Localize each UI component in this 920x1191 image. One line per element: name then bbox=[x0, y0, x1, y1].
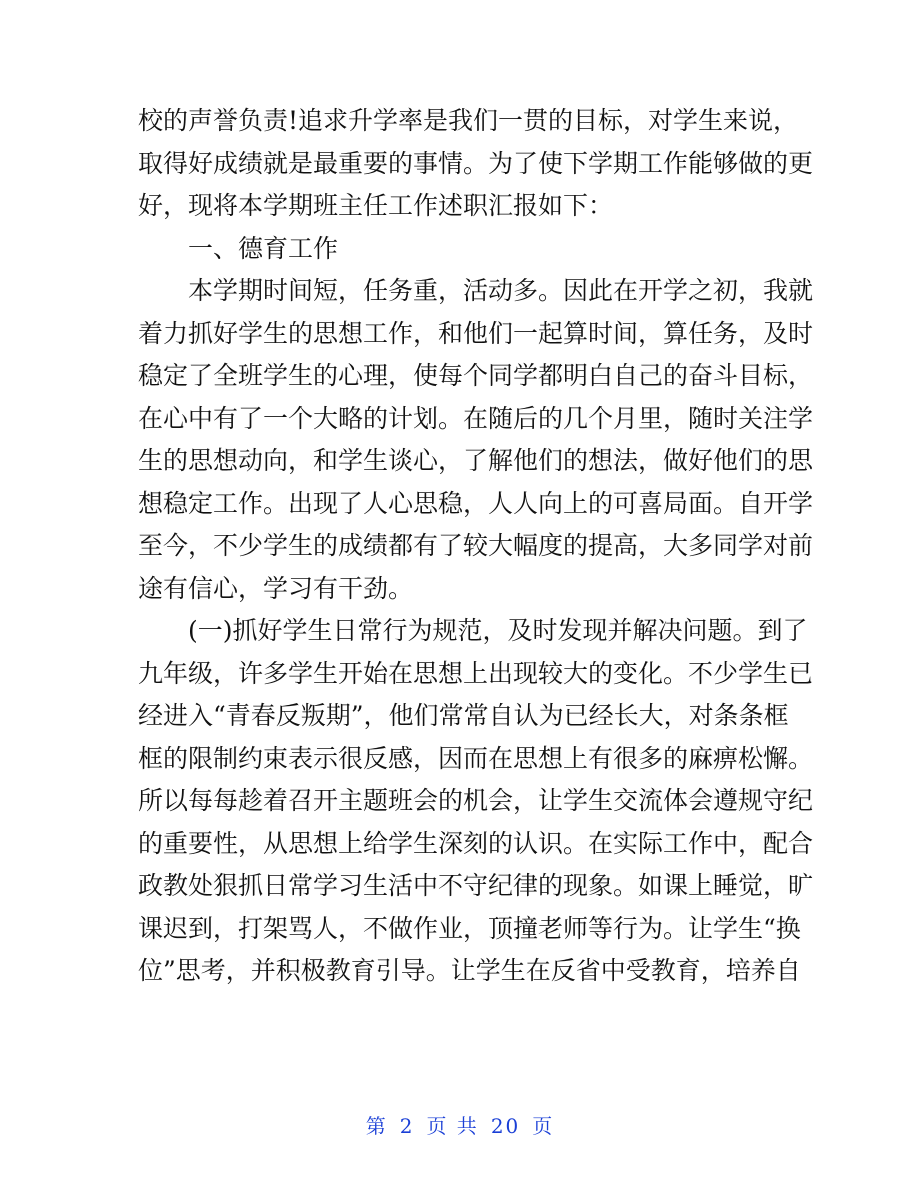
text-line-10: 想稳定工作。出现了人心思稳，人人向上的可喜局面。自开学 bbox=[138, 488, 814, 518]
text-line-3: 好，现将本学期班主任工作述职汇报如下： bbox=[138, 191, 614, 220]
text-line-9: 生的思想动向，和学生谈心，了解他们的想法，做好他们的思 bbox=[138, 446, 814, 475]
footer-label-of: 页 共 bbox=[426, 1114, 479, 1138]
text-line-19: 政教处狠抓日常学习生活中不守纪律的现象。如课上睡觉，旷 bbox=[138, 871, 814, 900]
text-line-17: 所以每每趁着召开主题班会的机会，让学生交流体会遵规守纪 bbox=[138, 786, 814, 815]
text-line-16: 框的限制约束表示很反感，因而在思想上有很多的麻痹松懈。 bbox=[138, 743, 814, 773]
text-line-8: 在心中有了一个大略的计划。在随后的几个月里，随时关注学 bbox=[138, 403, 814, 433]
text-line-1: 校的声誉负责!追求升学率是我们一贯的目标，对学生来说， bbox=[138, 106, 799, 135]
text-line-18: 的重要性，从思想上给学生深刻的认识。在实际工作中，配合 bbox=[138, 828, 814, 858]
text-line-15: 经进入“青春反叛期”，他们常常自认为已经长大，对条条框 bbox=[138, 701, 789, 730]
text-line-14: 九年级，许多学生开始在思想上出现较大的变化。不少学生已 bbox=[138, 658, 814, 688]
footer-current-page: 2 bbox=[399, 1114, 415, 1138]
text-line-20: 课迟到，打架骂人，不做作业，顶撞老师等行为。让学生“换 bbox=[138, 913, 801, 943]
document-body bbox=[138, 100, 814, 993]
footer-total-pages: 20 bbox=[490, 1114, 521, 1138]
text-line-13: (一)抓好学生日常行为规范，及时发现并解决问题。到了 bbox=[188, 616, 808, 645]
page-footer bbox=[0, 1110, 920, 1139]
text-line-5: 本学期时间短，任务重，活动多。因此在开学之初，我就 bbox=[188, 276, 814, 305]
text-line-11: 至今，不少学生的成绩都有了较大幅度的提高，大多同学对前 bbox=[138, 531, 814, 560]
text-line-12: 途有信心，学习有干劲。 bbox=[138, 573, 414, 603]
footer-label-page: 第 bbox=[365, 1114, 388, 1138]
text-line-21: 位”思考，并积极教育引导。让学生在反省中受教育，培养自 bbox=[138, 956, 801, 985]
text-line-6: 着力抓好学生的思想工作，和他们一起算时间，算任务，及时 bbox=[138, 318, 814, 348]
text-line-2: 取得好成绩就是最重要的事情。为了使下学期工作能够做的更 bbox=[138, 148, 814, 178]
text-line-7: 稳定了全班学生的心理，使每个同学都明白自己的奋斗目标， bbox=[138, 361, 814, 390]
footer-label-end: 页 bbox=[532, 1114, 555, 1138]
section-heading: 一、德育工作 bbox=[188, 233, 339, 263]
